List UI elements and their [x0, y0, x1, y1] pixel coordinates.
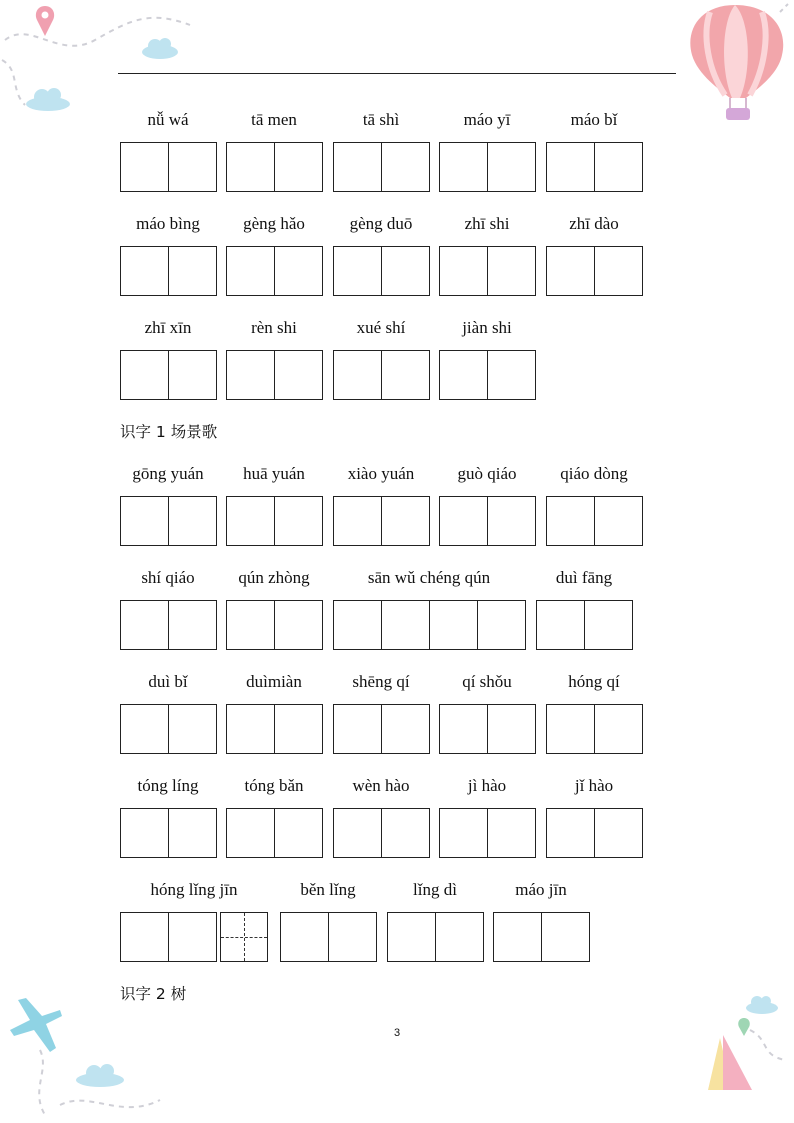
writing-box[interactable]	[439, 496, 536, 546]
writing-cell[interactable]	[169, 247, 216, 295]
pinyin-label: gèng duō	[349, 214, 413, 233]
pinyin-label: xiào yuán	[347, 464, 415, 483]
writing-box[interactable]	[226, 704, 323, 754]
writing-cell[interactable]	[227, 497, 275, 545]
sailboat-icon	[708, 1035, 752, 1090]
writing-box[interactable]	[536, 600, 633, 650]
writing-cell[interactable]	[382, 143, 429, 191]
writing-cell[interactable]	[388, 913, 436, 961]
writing-cell[interactable]	[488, 247, 535, 295]
pinyin-label: duìmiàn	[246, 672, 302, 691]
writing-cell[interactable]	[275, 143, 322, 191]
section-heading: 识字 2 树	[120, 985, 187, 1003]
pinyin-label: rèn shi	[251, 318, 297, 337]
writing-cell[interactable]	[334, 601, 382, 649]
writing-box[interactable]	[120, 496, 217, 546]
pinyin-label: máo yī	[463, 110, 511, 129]
dashed-path-icon	[60, 1100, 160, 1107]
writing-cell[interactable]	[585, 601, 632, 649]
writing-cell[interactable]	[440, 809, 488, 857]
writing-cell[interactable]	[121, 143, 169, 191]
pinyin-label: xué shí	[356, 318, 406, 337]
writing-cell-grid[interactable]	[221, 913, 267, 961]
writing-cell[interactable]	[440, 497, 488, 545]
dashed-path-icon	[2, 60, 25, 105]
writing-cell[interactable]	[334, 497, 382, 545]
writing-cell[interactable]	[169, 809, 216, 857]
writing-box[interactable]	[226, 600, 323, 650]
writing-box[interactable]	[546, 142, 643, 192]
writing-cell[interactable]	[382, 809, 429, 857]
writing-cell[interactable]	[169, 497, 216, 545]
writing-cell[interactable]	[440, 351, 488, 399]
writing-cell[interactable]	[275, 497, 322, 545]
writing-box[interactable]	[333, 808, 430, 858]
airplane-icon	[10, 998, 62, 1052]
decoration-bottom-left	[0, 990, 170, 1123]
writing-cell[interactable]	[121, 351, 169, 399]
writing-cell[interactable]	[595, 497, 642, 545]
writing-box[interactable]	[120, 808, 217, 858]
cloud-icon	[142, 38, 178, 59]
cloud-icon	[76, 1064, 124, 1087]
writing-cell[interactable]	[595, 247, 642, 295]
pinyin-label: qí shǒu	[462, 672, 512, 691]
writing-box[interactable]	[439, 704, 536, 754]
pinyin-label: zhī dào	[569, 214, 619, 233]
writing-box[interactable]	[120, 350, 217, 400]
writing-cell[interactable]	[121, 913, 169, 961]
writing-cell[interactable]	[121, 247, 169, 295]
writing-cell[interactable]	[227, 809, 275, 857]
writing-cell[interactable]	[227, 247, 275, 295]
writing-cell[interactable]	[227, 143, 275, 191]
writing-box[interactable]	[439, 350, 536, 400]
pinyin-label: hóng qí	[568, 672, 620, 691]
writing-cell[interactable]	[334, 143, 382, 191]
writing-cell[interactable]	[547, 247, 595, 295]
writing-cell[interactable]	[382, 497, 429, 545]
writing-box[interactable]	[333, 142, 430, 192]
pinyin-label: tóng líng	[137, 776, 199, 795]
writing-cell[interactable]	[121, 809, 169, 857]
writing-cell[interactable]	[275, 247, 322, 295]
pinyin-label: hóng lǐng jīn	[150, 880, 238, 899]
writing-box[interactable]	[226, 350, 323, 400]
writing-box[interactable]	[120, 704, 217, 754]
pinyin-label: gèng hǎo	[243, 214, 305, 233]
writing-box[interactable]	[333, 350, 430, 400]
decoration-bottom-right	[690, 990, 794, 1123]
writing-box[interactable]	[333, 496, 430, 546]
dashed-path-icon	[750, 1030, 785, 1060]
writing-cell[interactable]	[488, 705, 535, 753]
pinyin-label: huā yuán	[243, 464, 305, 483]
writing-box[interactable]	[546, 808, 643, 858]
pinyin-label: nǚ wá	[147, 110, 189, 129]
writing-cell[interactable]	[440, 705, 488, 753]
writing-cell[interactable]	[478, 601, 525, 649]
writing-cell[interactable]	[547, 705, 595, 753]
pinyin-label: shēng qí	[352, 672, 410, 691]
pinyin-label: tóng bǎn	[244, 776, 304, 795]
pinyin-label: guò qiáo	[457, 464, 517, 483]
writing-cell[interactable]	[547, 143, 595, 191]
writing-cell[interactable]	[382, 247, 429, 295]
writing-cell[interactable]	[440, 247, 488, 295]
pinyin-label: jì hào	[467, 776, 507, 795]
writing-cell[interactable]	[542, 913, 589, 961]
writing-cell[interactable]	[169, 351, 216, 399]
writing-cell[interactable]	[436, 913, 483, 961]
writing-cell[interactable]	[275, 809, 322, 857]
writing-cell[interactable]	[281, 913, 329, 961]
writing-box[interactable]	[333, 246, 430, 296]
writing-cell[interactable]	[275, 351, 322, 399]
cloud-icon	[26, 88, 70, 111]
writing-cell[interactable]	[382, 601, 430, 649]
pinyin-label: zhī xīn	[144, 318, 192, 337]
writing-box[interactable]	[333, 704, 430, 754]
writing-cell[interactable]	[227, 705, 275, 753]
writing-cell[interactable]	[488, 143, 535, 191]
writing-cell[interactable]	[595, 705, 642, 753]
writing-box[interactable]	[226, 246, 323, 296]
decoration-top-left	[0, 0, 200, 120]
writing-cell[interactable]	[169, 913, 216, 961]
pinyin-label: gōng yuán	[132, 464, 204, 483]
writing-box-grid[interactable]	[220, 912, 268, 962]
pinyin-label: máo jīn	[515, 880, 567, 899]
pinyin-label: qún zhòng	[238, 568, 310, 587]
section-heading: 识字 1 场景歌	[120, 423, 218, 441]
writing-cell[interactable]	[329, 913, 376, 961]
writing-cell[interactable]	[547, 497, 595, 545]
writing-cell[interactable]	[334, 705, 382, 753]
writing-cell[interactable]	[169, 705, 216, 753]
writing-cell[interactable]	[382, 351, 429, 399]
writing-cell[interactable]	[334, 247, 382, 295]
writing-cell[interactable]	[334, 809, 382, 857]
header-rule	[118, 73, 676, 74]
writing-box[interactable]	[546, 704, 643, 754]
writing-box[interactable]	[493, 912, 590, 962]
pinyin-label: tā men	[251, 110, 297, 129]
writing-box[interactable]	[546, 496, 643, 546]
writing-cell[interactable]	[227, 601, 275, 649]
writing-cell[interactable]	[488, 809, 535, 857]
hot-air-balloon-icon	[680, 0, 794, 130]
pinyin-label: běn lǐng	[300, 880, 356, 899]
pinyin-label: jiàn shi	[462, 318, 512, 337]
pinyin-label: máo bìng	[136, 214, 200, 233]
writing-cell[interactable]	[227, 351, 275, 399]
writing-cell[interactable]	[334, 351, 382, 399]
writing-cell[interactable]	[275, 705, 322, 753]
pinyin-label: wèn hào	[352, 776, 410, 795]
writing-cell[interactable]	[275, 601, 322, 649]
writing-box[interactable]	[120, 142, 217, 192]
pinyin-label: duì bǐ	[148, 672, 188, 691]
pinyin-label: tā shì	[362, 110, 400, 129]
writing-box[interactable]	[333, 600, 526, 650]
writing-box[interactable]	[280, 912, 377, 962]
pinyin-label: duì fāng	[555, 568, 613, 587]
writing-box[interactable]	[226, 808, 323, 858]
writing-cell[interactable]	[537, 601, 585, 649]
writing-box[interactable]	[226, 142, 323, 192]
writing-cell[interactable]	[488, 497, 535, 545]
writing-box[interactable]	[439, 246, 536, 296]
dashed-path-icon	[39, 1050, 45, 1115]
pinyin-label: lǐng dì	[413, 880, 457, 899]
pinyin-label: jǐ hào	[574, 776, 614, 795]
writing-cell[interactable]	[169, 143, 216, 191]
pinyin-label: shí qiáo	[141, 568, 195, 587]
writing-box[interactable]	[120, 912, 217, 962]
writing-cell[interactable]	[430, 601, 478, 649]
location-pin-icon	[36, 6, 54, 36]
writing-box[interactable]	[120, 246, 217, 296]
writing-cell[interactable]	[547, 809, 595, 857]
writing-cell[interactable]	[488, 351, 535, 399]
cloud-icon	[746, 996, 778, 1014]
pinyin-label: sān wǔ chéng qún	[367, 568, 491, 587]
writing-cell[interactable]	[494, 913, 542, 961]
writing-box[interactable]	[226, 496, 323, 546]
writing-cell[interactable]	[121, 705, 169, 753]
writing-box[interactable]	[439, 808, 536, 858]
pinyin-label: zhī shi	[464, 214, 510, 233]
writing-cell[interactable]	[595, 143, 642, 191]
writing-cell[interactable]	[121, 601, 169, 649]
page-number: 3	[393, 1027, 401, 1039]
pinyin-label: máo bǐ	[570, 110, 618, 129]
pinyin-label: qiáo dòng	[560, 464, 628, 483]
writing-box[interactable]	[120, 600, 217, 650]
writing-box[interactable]	[439, 142, 536, 192]
writing-cell[interactable]	[382, 705, 429, 753]
writing-cell[interactable]	[121, 497, 169, 545]
writing-cell[interactable]	[440, 143, 488, 191]
writing-box[interactable]	[546, 246, 643, 296]
writing-cell[interactable]	[595, 809, 642, 857]
location-pin-icon	[738, 1018, 750, 1036]
writing-box[interactable]	[387, 912, 484, 962]
writing-cell[interactable]	[169, 601, 216, 649]
